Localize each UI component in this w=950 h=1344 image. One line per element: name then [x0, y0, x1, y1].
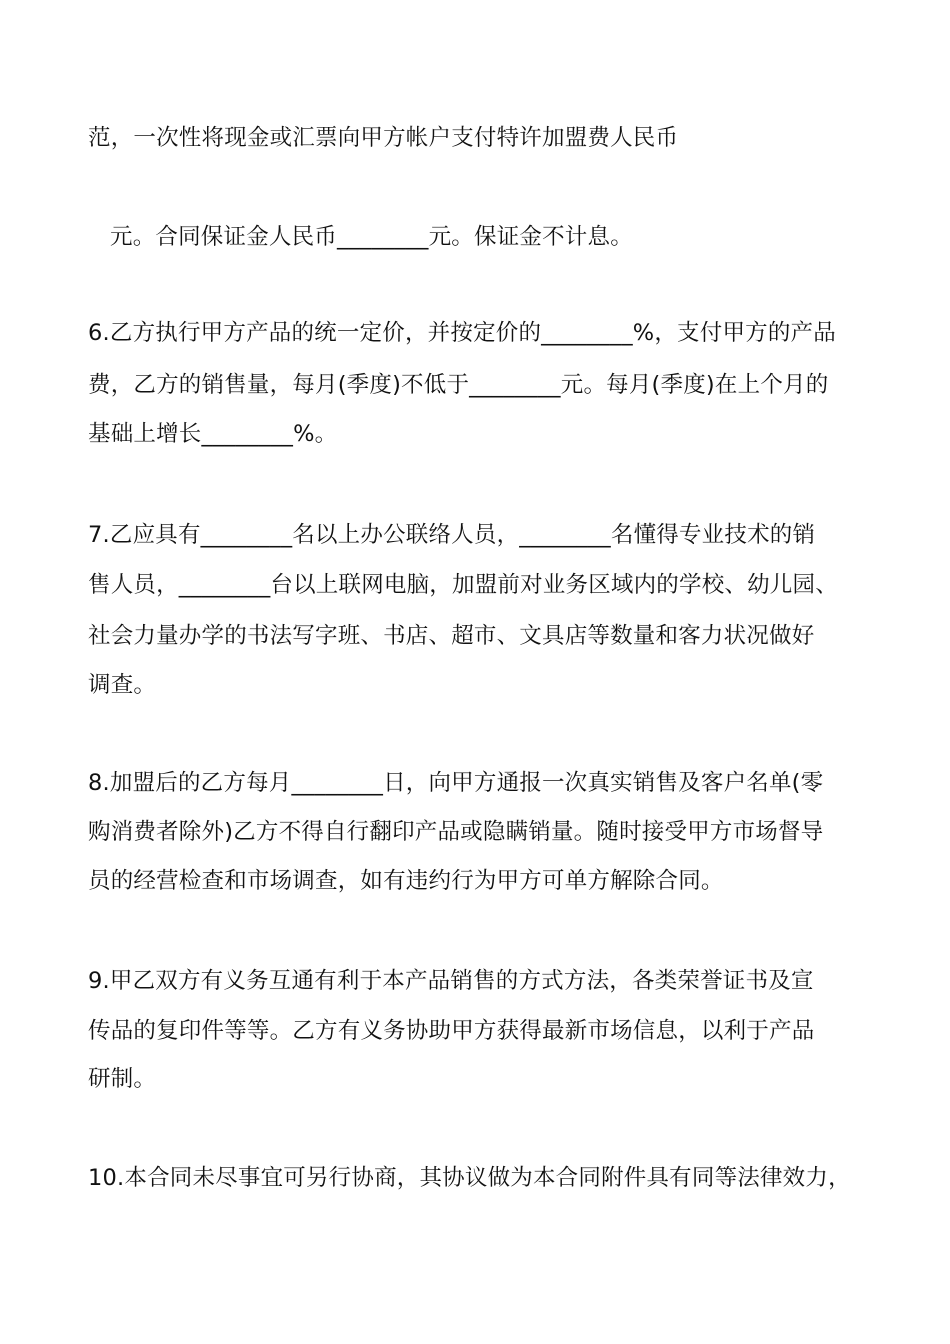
paragraph-6-line-3: 基础上增长________%。 — [88, 421, 338, 447]
paragraph-8-line-2: 购消费者除外)乙方不得自行翻印产品或隐瞒销量。随时接受甲方市场督导 — [88, 819, 824, 845]
paragraph-6-line-2: 费，乙方的销售量，每月(季度)不低于________元。每月(季度)在上个月的 — [88, 372, 829, 398]
paragraph-7-line-2: 售人员，________台以上联网电脑，加盟前对业务区域内的学校、幼儿园、 — [88, 572, 838, 598]
paragraph-8-line-1: 8.加盟后的乙方每月________日，向甲方通报一次真实销售及客户名单(零 — [88, 770, 824, 796]
paragraph-8-line-3: 员的经营检查和市场调查，如有违约行为甲方可单方解除合同。 — [88, 868, 724, 894]
paragraph-9-line-2: 传品的复印件等等。乙方有义务协助甲方获得最新市场信息，以利于产品 — [88, 1018, 815, 1044]
paragraph-7-line-4: 调查。 — [88, 672, 157, 698]
paragraph-10-line-1: 10.本合同未尽事宜可另行协商，其协议做为本合同附件具有同等法律效力， — [88, 1165, 851, 1191]
paragraph-7-line-3: 社会力量办学的书法写字班、书店、超市、文具店等数量和客力状况做好 — [88, 623, 815, 649]
paragraph-5-line-1: 范，一次性将现金或汇票向甲方帐户支付特许加盟费人民币 — [88, 125, 679, 151]
paragraph-7-line-1: 7.乙应具有________名以上办公联络人员，________名懂得专业技术的销 — [88, 522, 816, 548]
paragraph-9-line-3: 研制。 — [88, 1066, 157, 1092]
paragraph-5-line-2: 元。合同保证金人民币________元。保证金不计息。 — [110, 224, 633, 250]
paragraph-6-line-1: 6.乙方执行甲方产品的统一定价，并按定价的________%，支付甲方的产品 — [88, 320, 836, 346]
paragraph-9-line-1: 9.甲乙双方有义务互通有利于本产品销售的方式方法，各类荣誉证书及宣 — [88, 968, 814, 994]
